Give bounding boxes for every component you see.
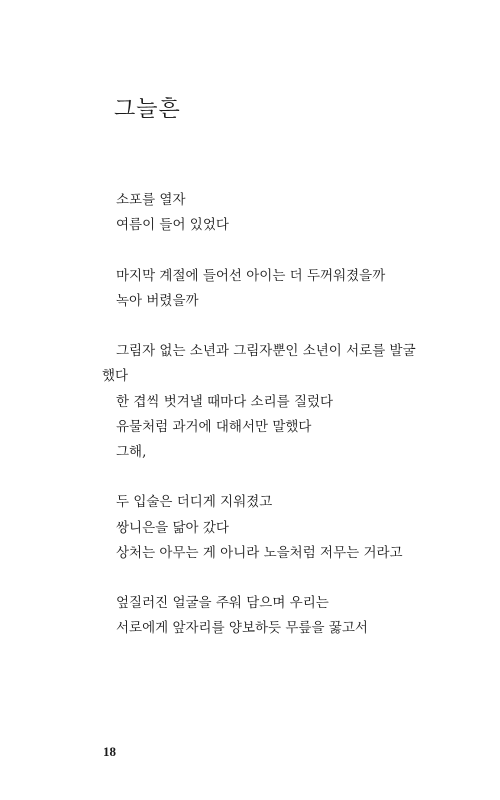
poem-line: 엎질러진 얼굴을 주워 담으며 우리는	[116, 595, 329, 612]
poem-body	[102, 188, 416, 642]
stanza-gap	[102, 566, 402, 591]
poem-line-wrap: 했다	[102, 368, 129, 385]
poem-line: 그해,	[116, 444, 147, 460]
poem-line: 그림자 없는 소년과 그림자뿐인 소년이 서로를 발굴	[116, 343, 416, 360]
stanza-5	[102, 591, 402, 641]
poem-line: 유물처럼 과거에 대해서만 말했다	[116, 418, 312, 435]
stanza-4	[102, 490, 402, 566]
poem-line: 쌍니은을 닮아 갔다	[116, 519, 229, 536]
poem-line: 한 겹씩 벗겨낼 때마다 소리를 질렀다	[116, 393, 334, 410]
poem-line: 소포를 열자	[116, 192, 186, 208]
stanza-2	[102, 264, 402, 314]
poem-line: 두 입술은 더디게 지워졌고	[116, 494, 273, 511]
stanza-3	[102, 339, 416, 465]
stanza-gap	[102, 465, 402, 490]
page-number: 18	[103, 744, 116, 759]
poem-line: 마지막 계절에 들어선 아이는 더 두꺼워졌을까	[116, 267, 386, 284]
poem-line: 서로에게 앞자리를 양보하듯 무릎을 꿇고서	[116, 620, 368, 637]
poem-line: 상처는 아무는 게 아니라 노을처럼 저무는 거라고	[116, 544, 403, 561]
stanza-1	[102, 188, 402, 238]
stanza-gap	[102, 314, 402, 339]
poem-line: 녹아 버렸을까	[116, 292, 199, 309]
poem-title: 그늘흔	[114, 97, 181, 122]
stanza-gap	[102, 238, 402, 263]
poem-line: 여름이 들어 있었다	[116, 217, 229, 234]
